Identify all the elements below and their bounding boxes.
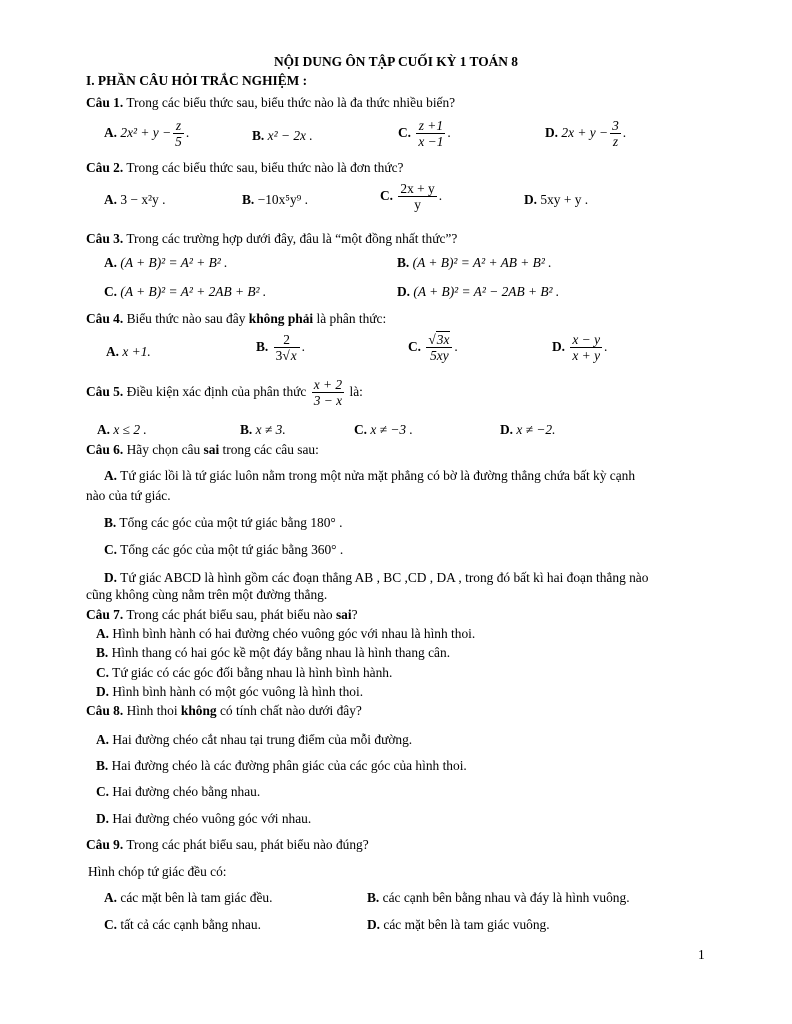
fraction [416, 118, 445, 150]
q5-option-b [240, 422, 286, 438]
math-expression: x ≤ 2 . [113, 422, 147, 437]
question-label: Câu 2. [86, 160, 124, 175]
math-expression: (A + B)² = A² + 2AB + B² . [120, 284, 267, 299]
fraction: $\frac{2}{3√x}$ [274, 332, 300, 364]
math-expression: x +1. [122, 344, 151, 359]
q8-option-c [96, 784, 260, 800]
q8-option-b [96, 758, 467, 774]
option-text: các mặt bên là tam giác vuông. [383, 917, 550, 932]
option-letter: A. [96, 732, 110, 747]
question-5 [86, 377, 363, 409]
math-expression: x² − 2x . [267, 128, 313, 143]
q6-option-a [104, 468, 635, 484]
option-letter: C. [96, 665, 110, 680]
question-text-end: là: [349, 383, 363, 399]
option-letter: B. [256, 338, 269, 354]
option-letter: C. [354, 422, 368, 437]
numerator: z [173, 118, 184, 134]
option-letter: B. [252, 128, 265, 143]
numerator: x − y [572, 332, 601, 347]
question-label: Câu 1. [86, 95, 124, 110]
question-label: Câu 6. [86, 442, 124, 457]
option-letter: C. [96, 784, 110, 799]
option-letter: A. [96, 626, 110, 641]
math-expression: −10x⁵y⁹ . [257, 192, 309, 207]
q6-option-a-cont: nào của tứ giác. [86, 488, 171, 503]
question-text: Trong các trường hợp dưới đây, đâu là “một đồng nhất thức”? [126, 231, 458, 246]
question-text: Trong các biểu thức sau, biểu thức nào là đa thức nhiều biến? [126, 95, 456, 110]
question-text: Trong các phát biểu sau, phát biểu nào đúng? [126, 837, 369, 852]
option-text: Hai đường chéo bằng nhau. [112, 784, 261, 799]
q3-option-d [397, 284, 559, 300]
q1-option-d: D. 2x + y − $\frac{3}{z}$ . [545, 118, 627, 150]
option-text: Tổng các góc của một tứ giác bằng 180° . [119, 515, 343, 530]
fraction [173, 118, 184, 150]
fraction [312, 377, 344, 409]
math-expression: 2x + y − [561, 124, 609, 140]
option-letter: C. [104, 284, 118, 299]
radicand: 3x [436, 332, 450, 347]
q4-option-b: B. $\frac{2}{3√x}$ . [256, 332, 306, 364]
denominator: x + y [572, 348, 601, 364]
q2-option-d [524, 192, 588, 208]
question-7 [86, 607, 358, 623]
denominator: z [612, 134, 619, 150]
q5-option-d [500, 422, 555, 438]
math-expression: (A + B)² = A² + AB + B² . [412, 255, 552, 270]
option-letter: A. [106, 344, 120, 359]
question-text: Hình thoi [126, 703, 181, 718]
question-4 [86, 311, 386, 327]
q4-option-a [106, 344, 151, 360]
question-label: Câu 5. [86, 383, 124, 399]
option-letter: B. [367, 890, 380, 905]
option-letter: D. [397, 284, 411, 299]
option-letter: D. [552, 338, 566, 354]
q5-option-c [354, 422, 413, 438]
question-text-end: ? [351, 607, 358, 622]
option-letter: C. [398, 124, 412, 140]
option-text: Tứ giác có các góc đối bằng nhau là hình bình hành. [112, 665, 393, 680]
option-text: các mặt bên là tam giác đều. [120, 890, 273, 905]
option-letter: A. [104, 255, 118, 270]
q3-option-c [104, 284, 266, 300]
option-letter: A. [104, 124, 118, 140]
emphasis: không phải [248, 311, 314, 326]
option-text: Hình bình hành có một góc vuông là hình thoi. [112, 684, 364, 699]
option-letter: B. [104, 515, 117, 530]
q3-option-a [104, 255, 227, 271]
option-letter: A. [97, 422, 111, 437]
option-text: Hai đường chéo cắt nhau tại trung điểm của mỗi đường. [112, 732, 413, 747]
math-expression: x ≠ 3. [255, 422, 286, 437]
question-2 [86, 160, 403, 176]
q9-option-d [367, 917, 550, 933]
q2-option-c: C. $\frac{2x + y}{y}$ . [380, 181, 443, 213]
question-9 [86, 837, 369, 853]
math-expression: x ≠ −3 . [370, 422, 413, 437]
math-expression: 5xy + y . [540, 192, 589, 207]
denominator: 3 − x [313, 393, 343, 409]
denominator: 5 [175, 134, 182, 150]
q9-option-a [104, 890, 272, 906]
question-text-end: trong các câu sau: [219, 442, 319, 457]
q1-option-b [252, 128, 313, 144]
question-label: Câu 8. [86, 703, 124, 718]
q6-option-d-cont: cũng không cùng nằm trên một đường thẳng. [86, 587, 328, 602]
fraction [610, 118, 621, 150]
option-text: Hình bình hành có hai đường chéo vuông góc với nhau là hình thoi. [112, 626, 476, 641]
q9-intro: Hình chóp tứ giác đều có: [88, 864, 227, 879]
option-text: Hình thang có hai góc kề một đáy bằng nhau là hình thang cân. [111, 645, 451, 660]
option-letter: B. [96, 645, 109, 660]
fraction [570, 332, 602, 364]
q9-option-b [367, 890, 630, 906]
option-letter: D. [500, 422, 514, 437]
question-8 [86, 703, 362, 719]
option-letter: D. [367, 917, 381, 932]
q4-option-d: D. $\frac{x - y}{x + y}$ . [552, 332, 608, 364]
denominator: 5xy [430, 348, 449, 364]
q8-option-d [96, 811, 311, 827]
q1-option-a: A. 2x² + y − $\frac{z}{5}$ . [104, 118, 190, 150]
question-text: Biểu thức nào sau đây [126, 311, 249, 326]
option-letter: C. [380, 187, 394, 203]
question-text: Trong các biểu thức sau, biểu thức nào là đơn thức? [126, 160, 404, 175]
option-text: Hai đường chéo là các đường phân giác của các góc của hình thoi. [111, 758, 467, 773]
option-letter: B. [240, 422, 253, 437]
question-label: Câu 9. [86, 837, 124, 852]
option-letter: A. [104, 192, 118, 207]
fraction [398, 181, 436, 213]
math-expression: (A + B)² = A² − 2AB + B² . [413, 284, 560, 299]
q2-option-b [242, 192, 308, 208]
option-letter: D. [96, 684, 110, 699]
q3-option-b [397, 255, 552, 271]
q8-option-a [96, 732, 412, 748]
q9-option-c [104, 917, 261, 933]
numerator: 3 [612, 118, 619, 133]
numerator: z +1 [416, 118, 445, 134]
question-label: Câu 3. [86, 231, 124, 246]
question-text-end: là phân thức: [313, 311, 387, 326]
page-number: 1 [698, 947, 705, 962]
option-text: Tổng các góc của một tứ giác bằng 360° . [120, 542, 344, 557]
numerator: 2 [274, 332, 300, 348]
fraction: $\frac{√3x}{5xy}$ [426, 332, 452, 364]
radicand: x [290, 348, 297, 364]
math-expression: 2x² + y − [120, 124, 172, 140]
option-letter: D. [104, 570, 118, 585]
option-text: tất cả các cạnh bằng nhau. [120, 917, 261, 932]
question-text: Trong các phát biểu sau, phát biểu nào [126, 607, 336, 622]
question-1 [86, 95, 455, 111]
q7-option-a [96, 626, 475, 642]
option-letter: D. [524, 192, 538, 207]
option-letter: D. [545, 124, 559, 140]
math-expression: 3 − x²y . [120, 192, 166, 207]
option-letter: A. [104, 890, 118, 905]
denominator: x −1 [418, 134, 444, 150]
page-title: NỘI DUNG ÔN TẬP CUỐI KỲ 1 TOÁN 8 [273, 54, 519, 69]
q1-option-c: C. $\frac{z +1}{x -1}$ . [398, 118, 451, 150]
option-letter: B. [242, 192, 255, 207]
question-text: Hãy chọn câu [126, 442, 204, 457]
emphasis: không [180, 703, 217, 718]
q7-option-d [96, 684, 363, 700]
math-expression: (A + B)² = A² + B² . [120, 255, 228, 270]
numerator: 2x + y [400, 181, 435, 196]
q4-option-c: C. $\frac{√3x}{5xy}$ . [408, 332, 458, 364]
option-text: Hai đường chéo vuông góc với nhau. [112, 811, 312, 826]
option-letter: C. [408, 338, 422, 354]
question-label: Câu 7. [86, 607, 124, 622]
q6-option-b [104, 515, 342, 531]
option-text: Tứ giác lồi là tứ giác luôn nằm trong một nửa mặt phẳng có bờ là đường thẳng chứa bất kỳ cạnh [120, 468, 636, 483]
emphasis: sai [203, 442, 220, 457]
q5-option-a [97, 422, 147, 438]
section-heading: I. PHẦN CÂU HỎI TRẮC NGHIỆM : [86, 73, 308, 88]
option-letter: C. [104, 542, 118, 557]
option-letter: B. [397, 255, 410, 270]
q6-option-c [104, 542, 343, 558]
option-letter: B. [96, 758, 109, 773]
q7-option-c [96, 665, 392, 681]
question-label: Câu 4. [86, 311, 124, 326]
option-letter: D. [96, 811, 110, 826]
question-text-end: có tính chất nào dưới đây? [216, 703, 362, 718]
q2-option-a [104, 192, 165, 208]
option-letter: C. [104, 917, 118, 932]
question-6 [86, 442, 319, 458]
emphasis: sai [335, 607, 352, 622]
question-3 [86, 231, 457, 247]
question-text: Điều kiện xác định của phân thức [126, 383, 307, 399]
option-letter: A. [104, 468, 118, 483]
denominator: y [414, 197, 421, 213]
q6-option-d [104, 570, 648, 586]
numerator: x + 2 [313, 377, 343, 392]
q7-option-b [96, 645, 450, 661]
option-text: Tứ giác ABCD là hình gồm các đoạn thẳng AB , BC ,CD , DA , trong đó bất kì hai đoạn thẳng nào [120, 570, 649, 585]
option-text: các cạnh bên bằng nhau và đáy là hình vuông. [382, 890, 630, 905]
math-expression: x ≠ −2. [516, 422, 556, 437]
denominator: 3 [275, 348, 283, 364]
